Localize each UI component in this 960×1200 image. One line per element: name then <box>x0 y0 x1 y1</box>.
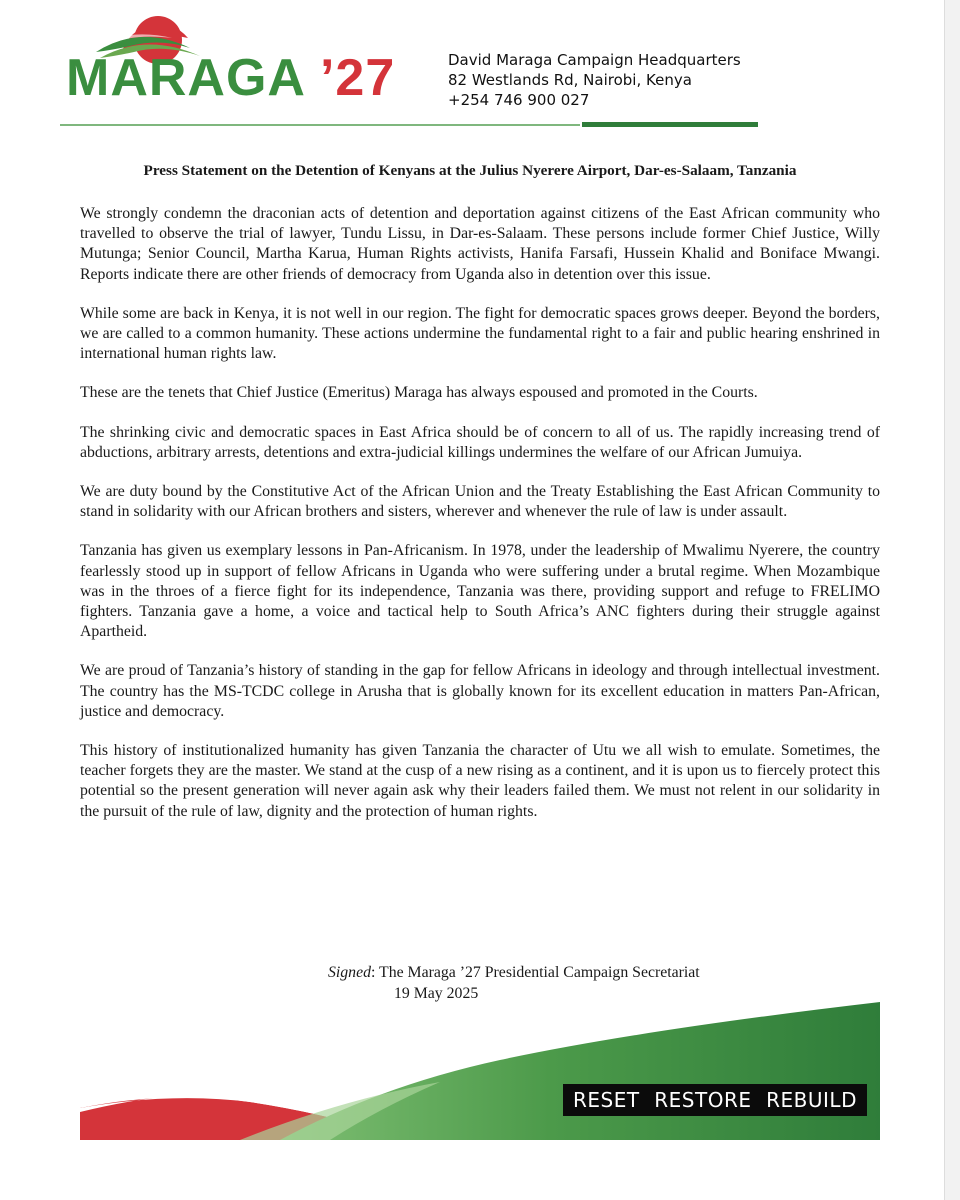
paragraph: These are the tenets that Chief Justice (Emeritus) Maraga has always espoused and promoted in the Courts. <box>80 384 758 402</box>
page-edge <box>944 0 960 1200</box>
statement-title: Press Statement on the Detention of Kenyans at the Julius Nyerere Airport, Dar-es-Salaam, Tanzania <box>143 162 797 179</box>
signature-text: : The Maraga ’27 Presidential Campaign Secretariat <box>371 964 700 981</box>
slogan-word: RESTORE <box>654 1088 752 1112</box>
paragraph: While some are back in Kenya, it is not well in our region. The fight for democratic spaces grows deeper. Beyond the borders, we are called to a common humanity. These actions undermine the fundamental right to a fair and public hearing enshrined in international human rights law. <box>80 304 880 363</box>
campaign-slogan <box>563 1084 867 1116</box>
headquarters-address <box>448 50 741 110</box>
header-divider-accent <box>582 122 758 127</box>
hq-line: +254 746 900 027 <box>448 91 590 109</box>
campaign-logo <box>60 12 396 112</box>
hq-line: David Maraga Campaign Headquarters <box>448 51 741 69</box>
header-divider <box>60 124 580 126</box>
paragraph: We are proud of Tanzania’s history of standing in the gap for fellow Africans in ideology and through intellectual investment. The country has the MS-TCDC college in Arusha that is globally known for its excellent education in matters Pan-African, justice and democracy. <box>80 662 880 720</box>
statement-body <box>80 204 880 841</box>
paragraph: This history of institutionalized humanity has given Tanzania the character of Utu we all wish to emulate. Sometimes, the teacher forgets they are the master. We stand at the cusp of a new rising as a continent, and it is upon us to fiercely protect this potential so the present generation will never again ask why their leaders failed them. We must not relent in our solidarity in the pursuit of the rule of law, dignity and the protection of human rights. <box>80 742 880 820</box>
logo-year: ’27 <box>319 49 396 107</box>
slogan-word: REBUILD <box>766 1088 857 1112</box>
paragraph: We strongly condemn the draconian acts of detention and deportation against citizens of the East African community who travelled to observe the trial of lawyer, Tundu Lissu, in Dar-es-Salaam. These persons include former Chief Justice, Willy Mutunga; Senior Council, Martha Karua, Human Rights activists, Hanifa Farsafi, Hussein Khalid and Boniface Mwangi. Reports indicate there are other friends of democracy from Uganda also in detention over this issue. <box>80 205 880 283</box>
paragraph: We are duty bound by the Constitutive Act of the African Union and the Treaty Establishing the East African Community to stand in solidarity with our African brothers and sisters, wherever and whenever the rule of law is under assault. <box>80 483 880 521</box>
paragraph: The shrinking civic and democratic spaces in East Africa should be of concern to all of us. The rapidly increasing trend of abductions, arbitrary arrests, detentions and extra-judicial killings undermines the welfare of our African Jumuiya. <box>80 423 880 461</box>
paragraph: Tanzania has given us exemplary lessons in Pan-Africanism. In 1978, under the leadership of Mwalimu Nyerere, the country fearlessly stood up in support of fellow Africans in Uganda who were suffering under a brutal regime. When Mozambique was in the throes of a fierce fight for its independence, Tanzania was there, providing support and refuge to FRELIMO fighters. Tanzania gave a home, a voice and tactical help to South Africa’s ANC fighters during their struggle against Apartheid. <box>80 542 880 641</box>
hq-line: 82 Westlands Rd, Nairobi, Kenya <box>448 71 692 89</box>
signature-date: 19 May 2025 <box>394 985 479 1002</box>
slogan-word: RESET <box>573 1088 640 1112</box>
logo-name: MARAGA <box>66 49 306 107</box>
footer-wave-graphic <box>80 990 880 1140</box>
logo-wordmark <box>66 49 396 107</box>
signature-label: Signed <box>328 964 371 981</box>
